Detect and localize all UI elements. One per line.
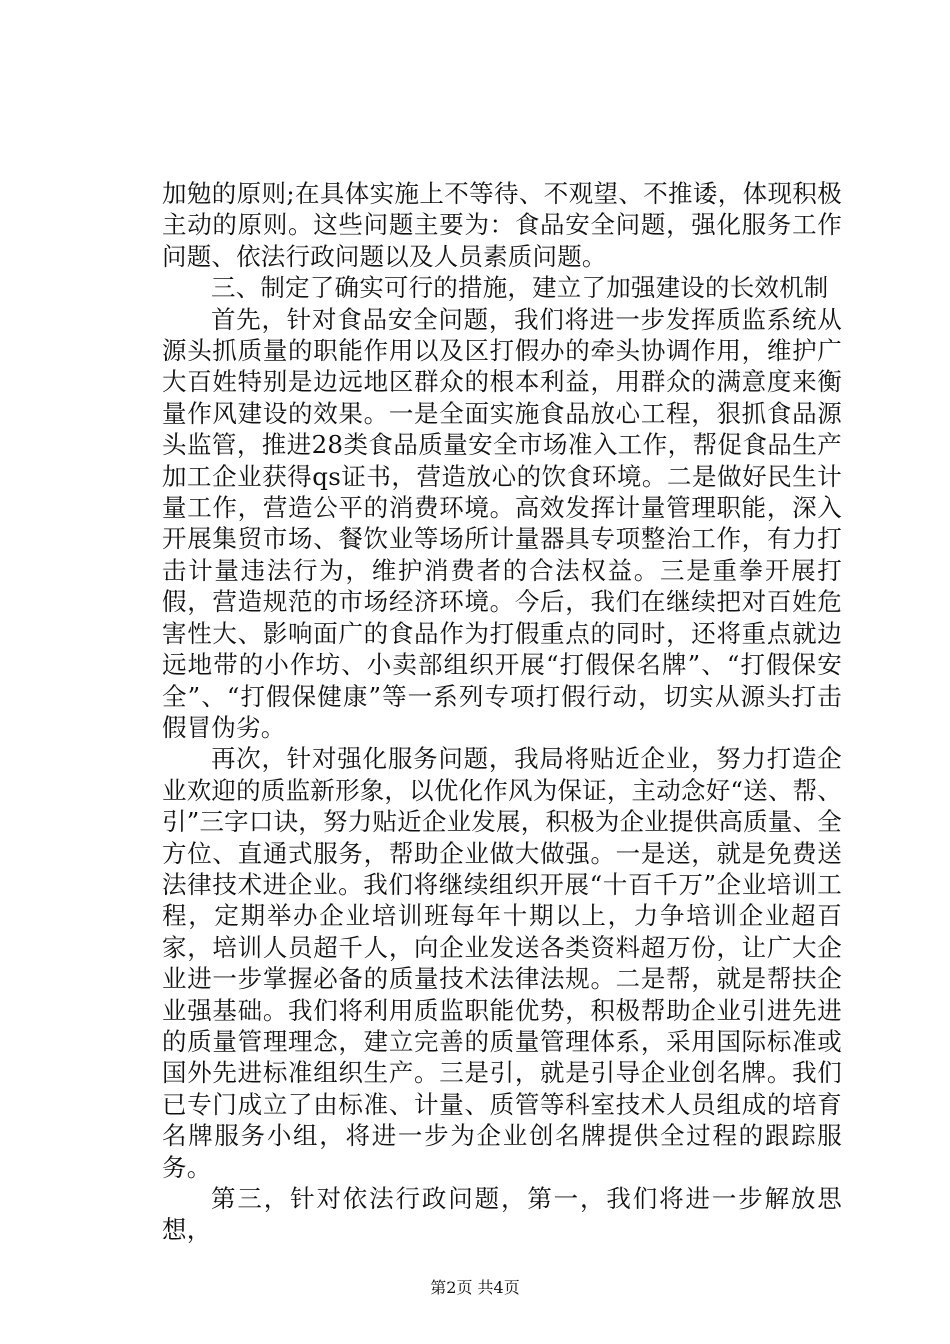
paragraph-service: 再次，针对强化服务问题，我局将贴近企业，努力打造企业欢迎的质监新形象，以优化作风为保证，主动念好“送、帮、引”三字口诀，努力贴近企业发展，积极为企业提供高质量、全方位、直通式服务，帮助企业做大做强。一是送，就是免费送法律技术进企业。我们将继续组织开展“十百千万”企业培训工程，定期举办企业培训班每年十期以上，力争培训企业超百家，培训人员超千人，向企业发送各类资料超万份，让广大企业进一步掌握必备的质量技术法律法规。二是帮，就是帮扶企业强基础。我们将利用质监职能优势，积极帮助企业引进先进的质量管理理念，建立完善的质量管理体系，采用国际标准或国外先进标准组织生产。三是引，就是引导企业创名牌。我们已专门成立了由标准、计量、质管等科室技术人员组成的培育名牌服务小组，将进一步为企业创名牌提供全过程的跟踪服务。 — [162, 744, 842, 1182]
section-heading: 三、制定了确实可行的措施，建立了加强建设的长效机制 — [211, 273, 829, 303]
page-footer: 第2页 共4页 — [430, 1278, 520, 1297]
paragraph-continuation: 加勉的原则;在具体实施上不等待、不观望、不推诿，体现积极主动的原则。这些问题主要为：食品安全问题，强化服务工作问题、依法行政问题以及人员素质问题。 — [162, 179, 842, 271]
paragraph-law: 第三，针对依法行政问题，第一，我们将进一步解放思想， — [162, 1184, 842, 1245]
paragraph-food-safety: 首先，针对食品安全问题，我们将进一步发挥质监系统从源头抓质量的职能作用以及区打假办的牵头协调作用，维护广大百姓特别是边远地区群众的根本利益，用群众的满意度来衡量作风建设的效果。一是全面实施食品放心工程，狠抓食品源头监管，推进28类食品质量安全市场准入工作，帮促食品生产加工企业获得qs证书，营造放心的饮食环境。二是做好民生计量工作，营造公平的消费环境。高效发挥计量管理职能，深入开展集贸市场、餐饮业等场所计量器具专项整治工作，有力打击计量违法行为，维护消费者的合法权益。三是重拳开展打假，营造规范的市场经济环境。今后，我们在继续把对百姓危害性大、影响面广的食品作为打假重点的同时，还将重点就边远地带的小作坊、小卖部组织开展“打假保名牌”、“打假保安全”、“打假保健康”等一系列专项打假行动，切实从源头打击假冒伪劣。 — [162, 304, 842, 742]
document-body — [162, 178, 842, 1246]
